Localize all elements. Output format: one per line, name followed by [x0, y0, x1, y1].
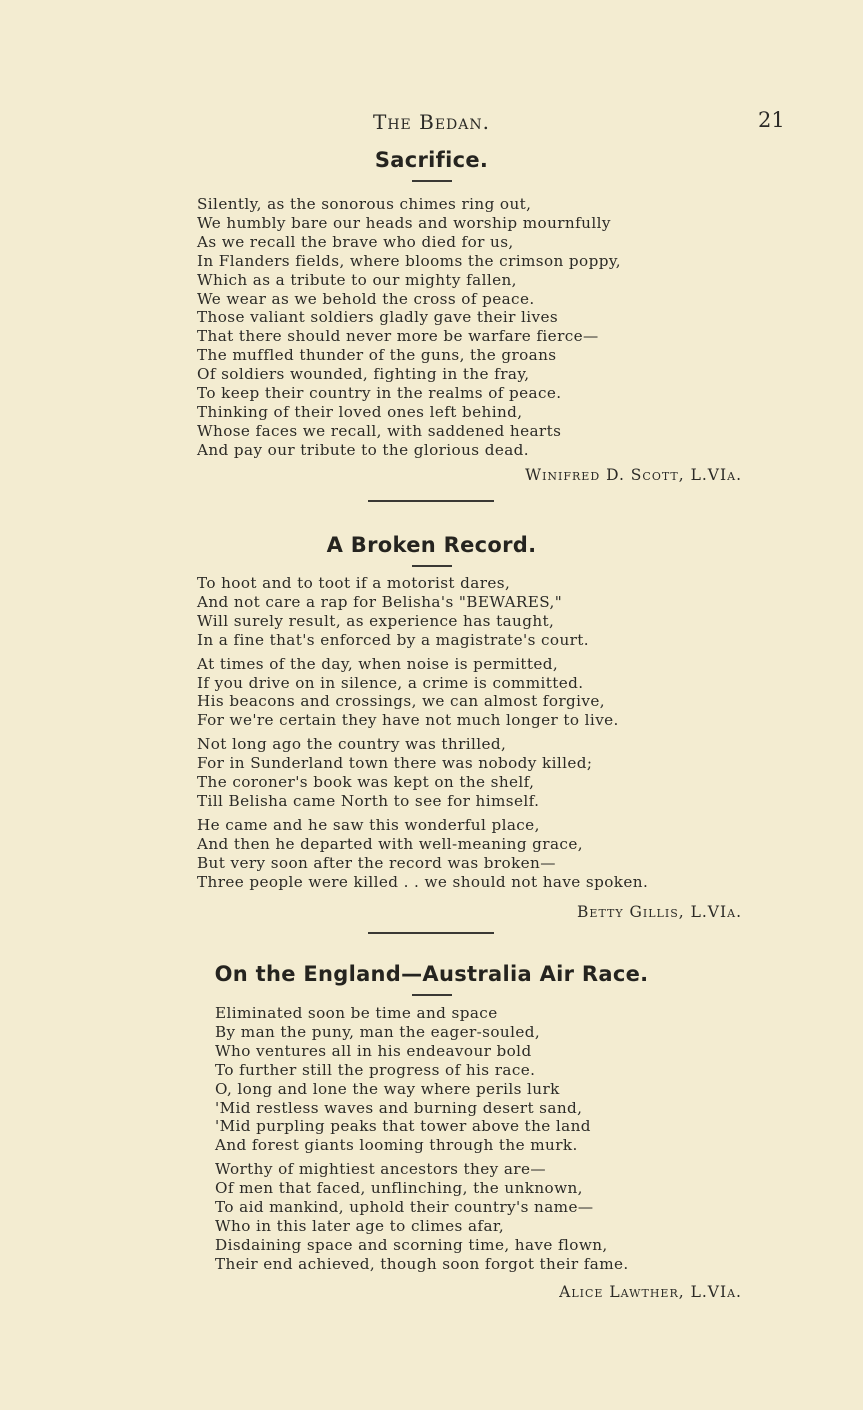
poem-line: That there should never more be warfare fierce— [197, 327, 599, 346]
poem-line: We humbly bare our heads and worship mournfully [197, 213, 611, 232]
poem-title: On the England—Australia Air Race. [214, 962, 649, 986]
poem-line: We wear as we behold the cross of peace. [197, 289, 535, 308]
poem-line: For we're certain they have not much longer to live. [197, 711, 619, 730]
stanza [197, 655, 648, 731]
stanza [197, 195, 621, 460]
poem-line: Of men that faced, unflinching, the unknown, [215, 1179, 583, 1198]
section-divider [368, 500, 494, 502]
poem-line: At times of the day, when noise is permitted, [197, 654, 559, 673]
poem-line: Whose faces we recall, with saddened hearts [197, 421, 562, 440]
poem-line: Thinking of their loved ones left behind, [197, 402, 523, 421]
poem-line: To aid mankind, uphold their country's name— [215, 1198, 594, 1217]
poem-line: But very soon after the record was broken— [197, 853, 556, 872]
poem-line: Which as a tribute to our mighty fallen, [197, 270, 517, 289]
poem-line: Who in this later age to climes afar, [215, 1216, 505, 1235]
stanza [215, 1160, 629, 1273]
poem-line: If you drive on in silence, a crime is committed. [197, 673, 584, 692]
title-rule [412, 994, 452, 996]
title-rule [412, 180, 452, 182]
poem-title-block [0, 148, 863, 182]
poem-line: Till Belisha came North to see for himself. [197, 791, 540, 810]
running-title: The Bedan. [373, 110, 490, 134]
poem-line: To further still the progress of his race. [215, 1060, 536, 1079]
poem-line: He came and he saw this wonderful place, [197, 815, 540, 834]
section-divider [368, 932, 494, 934]
poem-body [215, 1004, 629, 1279]
poem-line: Those valiant soldiers gladly gave their lives [197, 308, 559, 327]
poem-title-block [0, 533, 863, 567]
poem-line: 'Mid restless waves and burning desert sand, [215, 1098, 583, 1117]
poem-line: For in Sunderland town there was nobody killed; [197, 754, 593, 773]
poem-line: Will surely result, as experience has taught, [197, 611, 555, 630]
poem-line: And not care a rap for Belisha's "BEWARES," [197, 592, 563, 611]
poem-line: Of soldiers wounded, fighting in the fray, [197, 365, 530, 384]
poem-line: Three people were killed . . we should not have spoken. [197, 872, 649, 891]
stanza [197, 735, 648, 811]
poem-line: And then he departed with well-meaning grace, [197, 834, 583, 853]
poem-line: Their end achieved, though soon forgot their fame. [215, 1254, 629, 1273]
author-attribution: Alice Lawther, L.VIa. [559, 1283, 742, 1301]
author-attribution: Betty Gillis, L.VIa. [577, 903, 742, 921]
poem-line: To keep their country in the realms of peace. [197, 384, 562, 403]
poem-line: In a fine that's enforced by a magistrate's court. [197, 630, 590, 649]
author-attribution: Winifred D. Scott, L.VIa. [525, 466, 742, 484]
poem-line: The coroner's book was kept on the shelf, [197, 773, 535, 792]
stanza [215, 1004, 629, 1155]
poem-title: A Broken Record. [326, 533, 537, 557]
poem-line: And pay our tribute to the glorious dead. [197, 440, 530, 459]
poem-body [197, 195, 621, 465]
poem-line: Not long ago the country was thrilled, [197, 735, 507, 754]
poem-line: O, long and lone the way where perils lurk [215, 1079, 560, 1098]
poem-title: Sacrifice. [374, 148, 489, 172]
poem-line: As we recall the brave who died for us, [197, 232, 514, 251]
poem-line: Disdaining space and scorning time, have flown, [215, 1235, 608, 1254]
poem-line: Silently, as the sonorous chimes ring out, [197, 195, 532, 213]
poem-line: To hoot and to toot if a motorist dares, [197, 574, 511, 592]
poem-line: Eliminated soon be time and space [215, 1004, 498, 1022]
poem-line: In Flanders fields, where blooms the crimson poppy, [197, 251, 622, 270]
poem-line: The muffled thunder of the guns, the groans [197, 346, 557, 365]
stanza [197, 816, 648, 892]
poem-title-block [0, 962, 863, 996]
poem-line: By man the puny, man the eager-souled, [215, 1022, 541, 1041]
title-rule [412, 565, 452, 567]
poem-line: And forest giants looming through the murk. [215, 1136, 578, 1155]
poem-line: Worthy of mightiest ancestors they are— [215, 1160, 546, 1179]
poem-line: 'Mid purpling peaks that tower above the land [215, 1117, 591, 1136]
stanza [197, 574, 648, 650]
page-number: 21 [758, 108, 785, 132]
poem-body [197, 574, 648, 897]
poem-line: Who ventures all in his endeavour bold [215, 1041, 532, 1060]
poem-line: His beacons and crossings, we can almost forgive, [197, 692, 606, 711]
